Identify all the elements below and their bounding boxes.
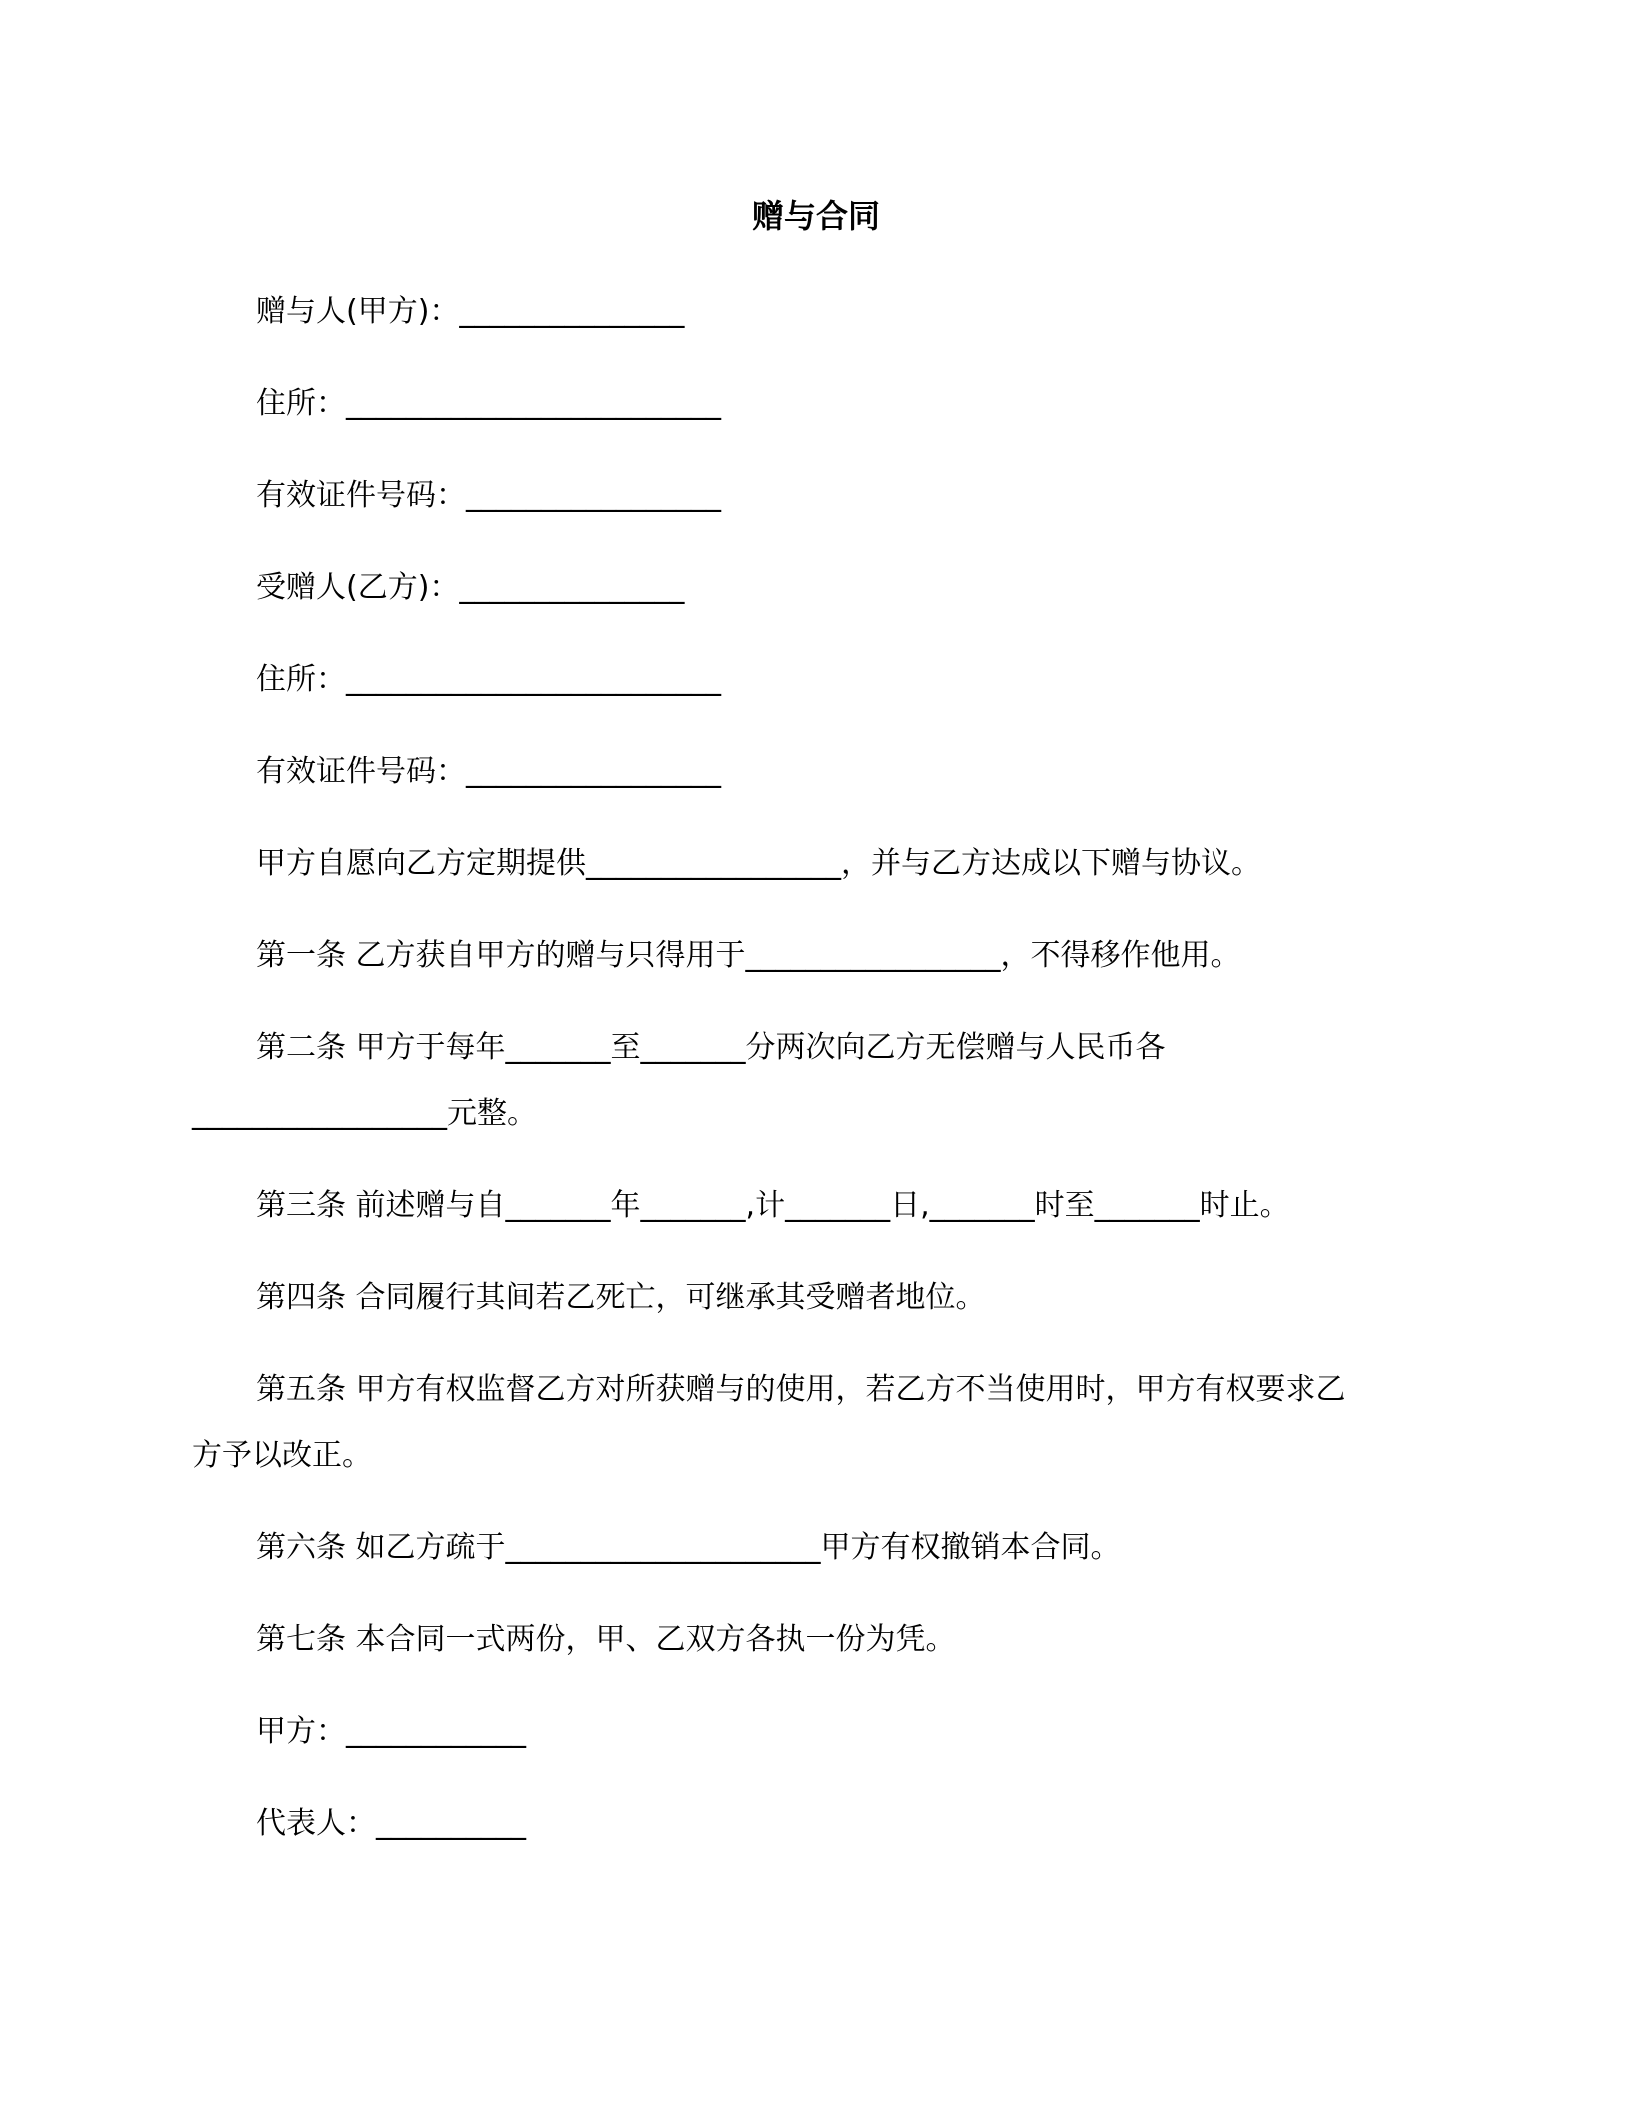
preamble-line: 甲方自愿向乙方定期提供_________________，并与乙方达成以下赠与协议。 bbox=[256, 846, 1261, 881]
party-a-signature-line: 甲方：____________ bbox=[256, 1714, 526, 1749]
donee-address-line: 住所：_________________________ bbox=[256, 662, 721, 697]
donor-name-line: 赠与人(甲方)：_______________ bbox=[256, 294, 685, 329]
representative-signature-line: 代表人：__________ bbox=[256, 1806, 526, 1841]
document-title: 赠与合同 bbox=[751, 197, 880, 235]
donee-name-line: 受赠人(乙方)：_______________ bbox=[256, 570, 685, 605]
article-1-line: 第一条 乙方获自甲方的赠与只得用于_________________，不得移作他用。 bbox=[256, 938, 1241, 973]
article-3-line: 第三条 前述赠与自_______年_______,计_______日,_______时至_______时止。 bbox=[256, 1188, 1290, 1223]
article-2-line: 第二条 甲方于每年_______至_______分两次向乙方无偿赠与人民币各 bbox=[256, 1030, 1166, 1065]
article-6-line: 第六条 如乙方疏于_____________________甲方有权撤销本合同。 bbox=[256, 1530, 1121, 1565]
article-2-continuation: _________________元整。 bbox=[192, 1096, 537, 1131]
article-7-line: 第七条 本合同一式两份，甲、乙双方各执一份为凭。 bbox=[256, 1622, 956, 1657]
article-4-line: 第四条 合同履行其间若乙死亡，可继承其受赠者地位。 bbox=[256, 1280, 986, 1315]
article-5-line: 第五条 甲方有权监督乙方对所获赠与的使用，若乙方不当使用时，甲方有权要求乙 bbox=[256, 1372, 1346, 1407]
donor-id-line: 有效证件号码：_________________ bbox=[256, 478, 721, 513]
donor-address-line: 住所：_________________________ bbox=[256, 386, 721, 421]
article-5-continuation: 方予以改正。 bbox=[192, 1438, 372, 1473]
donee-id-line: 有效证件号码：_________________ bbox=[256, 754, 721, 789]
